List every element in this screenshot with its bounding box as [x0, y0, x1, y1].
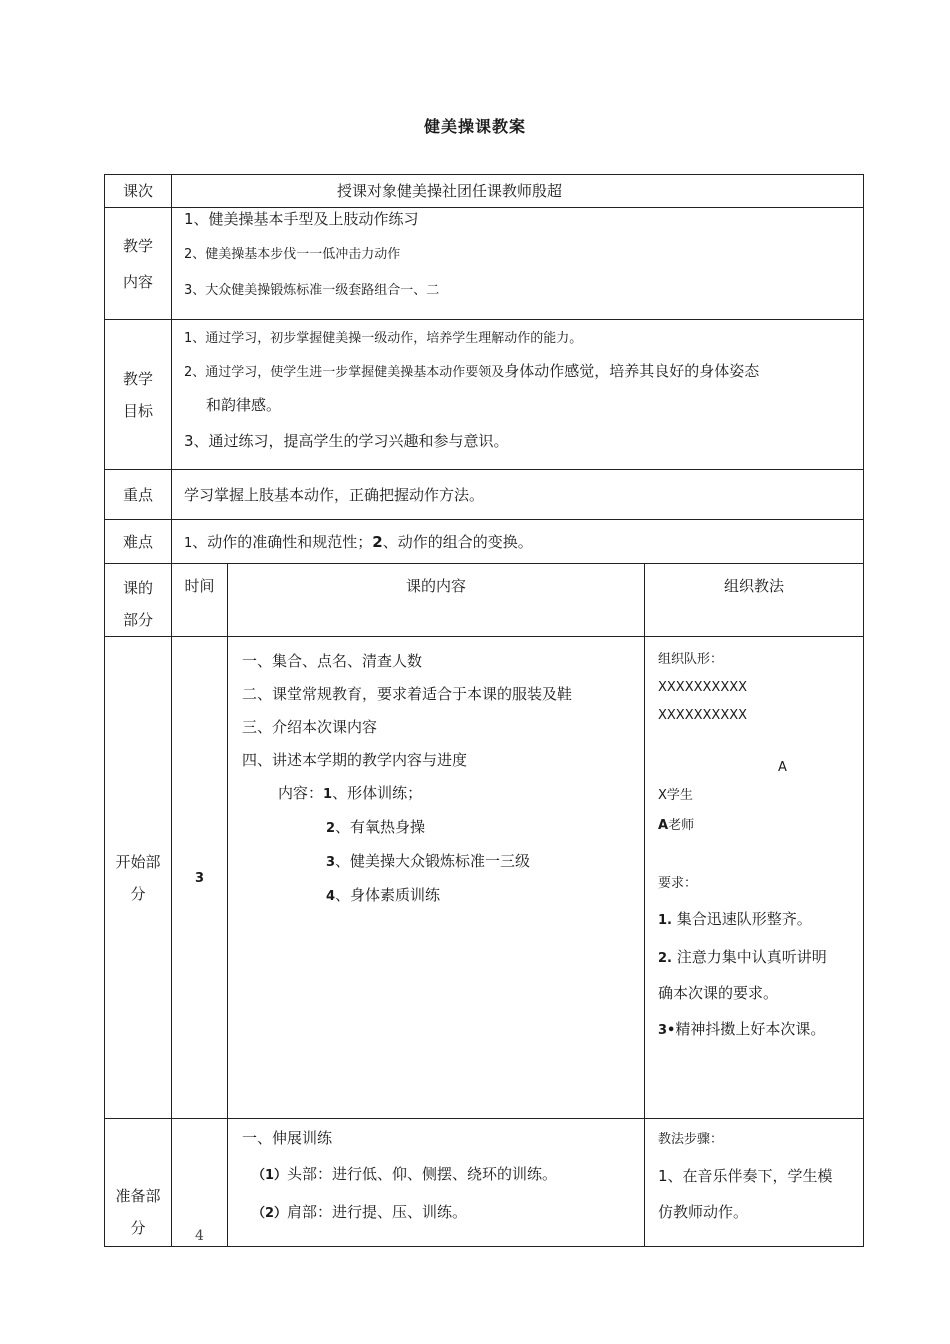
start-content — [228, 637, 645, 1119]
start-line-1: 一、集合、点名、清查人数 — [242, 652, 423, 670]
keypoint-text: 学习掌握上肢基本动作，正确把握动作方法。 — [184, 486, 485, 504]
prep-time: 4 — [195, 1228, 204, 1244]
legend-student: X学生 — [658, 788, 693, 803]
requirement-3: 3•精神抖擞上好本次课。 — [658, 1020, 826, 1038]
row-prep-section — [105, 1119, 864, 1247]
start-line-3: 三、介绍本次课内容 — [242, 718, 378, 736]
prep-method — [645, 1119, 864, 1247]
content-item-1: 1、健美操基本手型及上肢动作练习 — [184, 210, 419, 228]
lesson-info: 授课对象健美操社团任课教师殷超 — [337, 182, 563, 200]
prep-sub-1: （1）头部：进行低、仰、侧摆、绕环的训练。 — [252, 1165, 558, 1183]
start-method — [645, 637, 864, 1119]
row-start-section — [105, 637, 864, 1119]
goal-item-2-cont: 和韵律感。 — [206, 396, 282, 414]
legend-teacher: A老师 — [658, 818, 695, 833]
formation-label: 组织队形： — [658, 652, 724, 667]
steps-label: 教法步骤： — [658, 1132, 724, 1147]
goals-label: 教学 目标 — [105, 320, 172, 470]
requirement-1: 1. 集合迅速队形整齐。 — [658, 910, 812, 928]
step-1-cont: 仿教师动作。 — [658, 1203, 749, 1221]
start-part-label: 开始部 分 — [105, 637, 172, 1119]
start-sub-1: 内容：1、形体训练； — [278, 784, 423, 802]
header-part: 课的 部分 — [105, 564, 172, 637]
row-section-header — [105, 564, 864, 637]
start-time: 3 — [194, 870, 205, 886]
content-label: 教学 内容 — [105, 208, 172, 320]
formation-row-1: XXXXXXXXXX — [658, 680, 748, 695]
step-1: 1、在音乐伴奏下，学生模 — [658, 1167, 833, 1185]
prep-sub-2: （2）肩部：进行提、压、训练。 — [252, 1203, 468, 1221]
start-line-2: 二、课堂常规教育，要求着适合于本课的服装及鞋 — [242, 685, 573, 703]
prep-part-label: 准备部 分 — [105, 1119, 172, 1247]
goal-item-1: 1、通过学习，初步掌握健美操一级动作，培养学生理解动作的能力。 — [184, 331, 583, 346]
lesson-plan-table — [104, 174, 864, 1247]
difficulty-label: 难点 — [105, 520, 172, 564]
requirement-2-cont: 确本次课的要求。 — [658, 984, 779, 1002]
lesson-label: 课次 — [105, 175, 172, 208]
header-time: 时间 — [172, 564, 228, 637]
difficulty-text: 1、动作的准确性和规范性；2、动作的组合的变换。 — [184, 533, 533, 551]
row-goals — [105, 320, 864, 470]
start-sub-4: 4、身体素质训练 — [326, 886, 441, 904]
start-line-4: 四、讲述本学期的教学内容与进度 — [242, 751, 468, 769]
prep-line-1: 一、伸展训练 — [242, 1129, 333, 1147]
content-item-2: 2、健美操基本步伐一一低冲击力动作 — [184, 247, 401, 262]
formation-row-2: XXXXXXXXXX — [658, 708, 748, 723]
start-sub-2: 2、有氧热身操 — [326, 818, 426, 836]
goal-item-3: 3、通过练习，提高学生的学习兴趣和参与意识。 — [184, 432, 509, 450]
row-content — [105, 208, 864, 320]
prep-content — [228, 1119, 645, 1247]
content-item-3: 3、大众健美操锻炼标准一级套路组合一、二 — [184, 283, 440, 298]
start-sub-3: 3、健美操大众锻炼标准一三级 — [326, 852, 531, 870]
requirements-label: 要求： — [658, 876, 698, 891]
goal-item-2: 2、通过学习，使学生进一步掌握健美操基本动作要领及身体动作感觉，培养其良好的身体姿态 — [184, 362, 760, 380]
row-keypoint — [105, 470, 864, 520]
row-lesson-info — [105, 175, 864, 208]
requirement-2: 2. 注意力集中认真听讲明 — [658, 948, 827, 966]
teacher-mark: A — [778, 760, 787, 775]
header-method: 组织教法 — [645, 564, 864, 637]
header-content: 课的内容 — [228, 564, 645, 637]
row-difficulty — [105, 520, 864, 564]
document-title: 健美操课教案 — [423, 117, 526, 136]
keypoint-label: 重点 — [105, 470, 172, 520]
